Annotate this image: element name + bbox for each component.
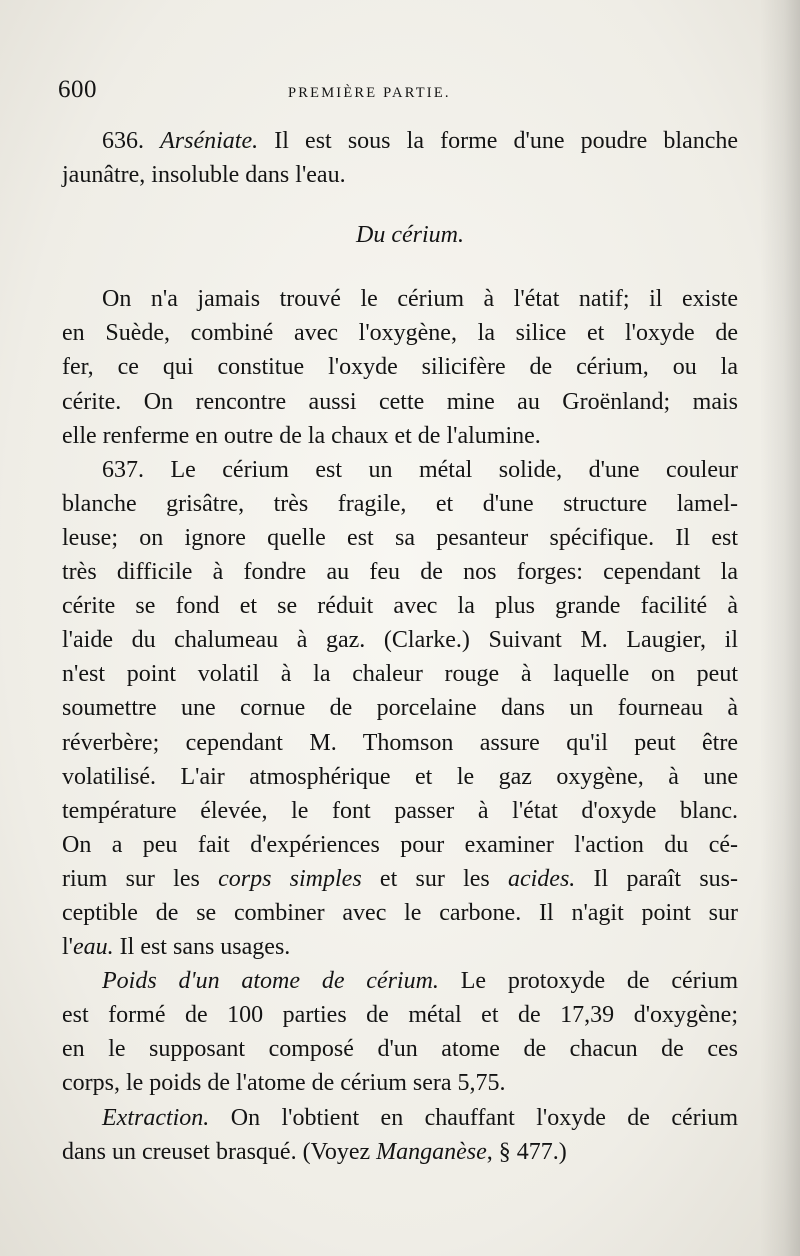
para-637-line-3: leuse; on ignore quelle est sa pesanteur spécifique. Il est <box>62 524 738 551</box>
para-637-line-13 <box>62 862 738 896</box>
para-636-line-1-text: Il est sous la forme d'une poudre blanche <box>274 128 739 154</box>
para-636-number: 636. <box>102 128 144 154</box>
page-body <box>62 124 738 1169</box>
section-heading: Du cérium. <box>356 222 464 249</box>
para-637-line-15-a: l' <box>62 934 73 961</box>
para-637-line-10: volatilisé. L'air atmosphérique et le gaz oxygène, à une <box>62 763 738 790</box>
para-636-title: Arséniate. <box>160 128 259 154</box>
term-eau: eau. <box>73 934 114 961</box>
weight-line-1-text: Le protoxyde de cérium <box>438 968 738 995</box>
binding-shadow <box>760 0 800 1256</box>
page-header <box>58 76 738 116</box>
para-637-line-13-c: et sur les <box>361 865 508 892</box>
para-637-line-14: ceptible de se combiner avec le carbone. Il n'agit point sur <box>62 899 738 926</box>
para-637-line-12: On a peu fait d'expériences pour examiner l'action du cé- <box>62 831 738 858</box>
running-head: PREMIÈRE PARTIE. <box>288 85 451 101</box>
para-637-line-6: l'aide du chalumeau à gaz. (Clarke.) Suivant M. Laugier, il <box>62 627 738 654</box>
para-637-line-1: 637. Le cérium est un métal solide, d'une couleur <box>102 456 738 483</box>
extraction-line-1 <box>62 1101 738 1135</box>
weight-line-2: est formé de 100 parties de métal et de 17,39 d'oxygène; <box>62 1002 738 1029</box>
para-637-line-11: température élevée, le font passer à l'état d'oxyde blanc. <box>62 797 738 824</box>
para-637-line-15-c: Il est sans usages. <box>113 934 291 961</box>
para-637-line-5: cérite se fond et se réduit avec la plus grande facilité à <box>62 593 738 620</box>
extraction-line-1-text: On l'obtient en chauffant l'oxyde de cérium <box>209 1104 738 1131</box>
para-637-line-4: très difficile à fondre au feu de nos forges: cependant la <box>62 559 738 586</box>
extraction-line-2-c: , § 477.) <box>486 1138 567 1165</box>
para-636-line-1 <box>62 124 738 158</box>
weight-line-3: en le supposant composé d'un atome de chacun de ces <box>62 1036 738 1063</box>
para-637-line-15 <box>62 930 738 964</box>
para-637-line-13-e: Il paraît sus- <box>575 865 739 892</box>
intro-line-2: en Suède, combiné avec l'oxygène, la silice et l'oxyde de <box>62 320 738 347</box>
extraction-title: Extraction. <box>102 1104 210 1131</box>
para-636-line-2: jaunâtre, insoluble dans l'eau. <box>62 162 346 189</box>
para-637-line-8: soumettre une cornue de porcelaine dans un fourneau à <box>62 695 738 722</box>
intro-line-4: cérite. On rencontre aussi cette mine au Groënland; mais <box>62 388 738 415</box>
para-637-line-7: n'est point volatil à la chaleur rouge à laquelle on peut <box>62 661 738 688</box>
extraction-line-2-a: dans un creuset brasqué. (Voyez <box>62 1138 377 1165</box>
term-corps-simples: corps simples <box>218 865 362 892</box>
weight-line-4: corps, le poids de l'atome de cérium sera 5,75. <box>62 1070 506 1097</box>
para-637-line-13-a: rium sur les <box>62 865 219 892</box>
page-number: 600 <box>58 76 97 103</box>
para-637-line-2: blanche grisâtre, très fragile, et d'une structure lamel- <box>62 490 738 517</box>
para-637-line-9: réverbère; cependant M. Thomson assure qu'il peut être <box>62 729 738 756</box>
term-manganese: Manganèse <box>376 1138 487 1165</box>
weight-title: Poids d'un atome de cérium. <box>102 968 439 995</box>
intro-line-1: On n'a jamais trouvé le cérium à l'état natif; il existe <box>102 286 738 313</box>
extraction-line-2 <box>62 1135 738 1169</box>
term-acides: acides. <box>507 865 576 892</box>
intro-line-5: elle renferme en outre de la chaux et de l'alumine. <box>62 422 541 449</box>
intro-line-3: fer, ce qui constitue l'oxyde silicifère de cérium, ou la <box>62 354 738 381</box>
weight-line-1 <box>62 964 738 998</box>
